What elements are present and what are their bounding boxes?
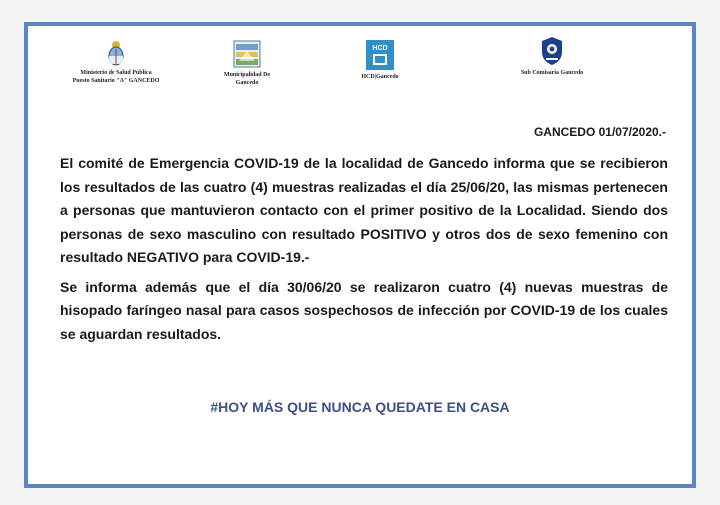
paragraph-2: Se informa además que el día 30/06/20 se realizaron cuatro (4) nuevas muestras de hisopado faríngeo nasal para casos sospechosos de infección por COVID-19 de los cuales se aguardan resultados. <box>60 278 668 342</box>
municipalidad-logo <box>210 40 284 87</box>
ministerio-line2: Puesto Sanitario "A" GANCEDO <box>72 78 160 84</box>
coat-of-arms-icon <box>107 40 125 66</box>
municipalidad-line2: Gancedo <box>235 80 259 86</box>
policia-logo <box>496 36 608 77</box>
paragraph-1: El comité de Emergencia COVID-19 de la localidad de Gancedo informa que se recibieron los resultados de las cuatro (4) muestras realizadas el día 25/06/20, las mismas pertenecen a personas que mantuvieron contacto con el primer positivo de la Localidad. Siendo dos personas de sexo masculino con resultado POSITIVO y otros dos de sexo femenino con resultado NEGATIVO para COVID-19.- <box>60 155 668 265</box>
municipalidad-line1: Municipalidad De <box>223 72 271 78</box>
hcd-logo <box>350 40 410 81</box>
document-date: GANCEDO 01/07/2020.- <box>533 125 666 139</box>
document-frame <box>24 22 696 488</box>
municipal-seal-icon <box>233 40 261 68</box>
ministerio-line1: Ministerio de Salud Pública <box>80 70 152 76</box>
hcd-badge-text: HCD <box>372 45 388 52</box>
slogan-hashtag: #HOY MÁS QUE NUNCA QUEDATE EN CASA <box>210 399 510 415</box>
hcd-caption: HCD|Gancedo <box>361 74 399 80</box>
document-body <box>60 152 668 352</box>
police-badge-icon <box>540 36 564 66</box>
policia-caption: Sub Comisaria Gancedo <box>520 70 584 76</box>
hcd-logo-icon <box>366 40 394 70</box>
ministerio-logo <box>62 40 170 85</box>
